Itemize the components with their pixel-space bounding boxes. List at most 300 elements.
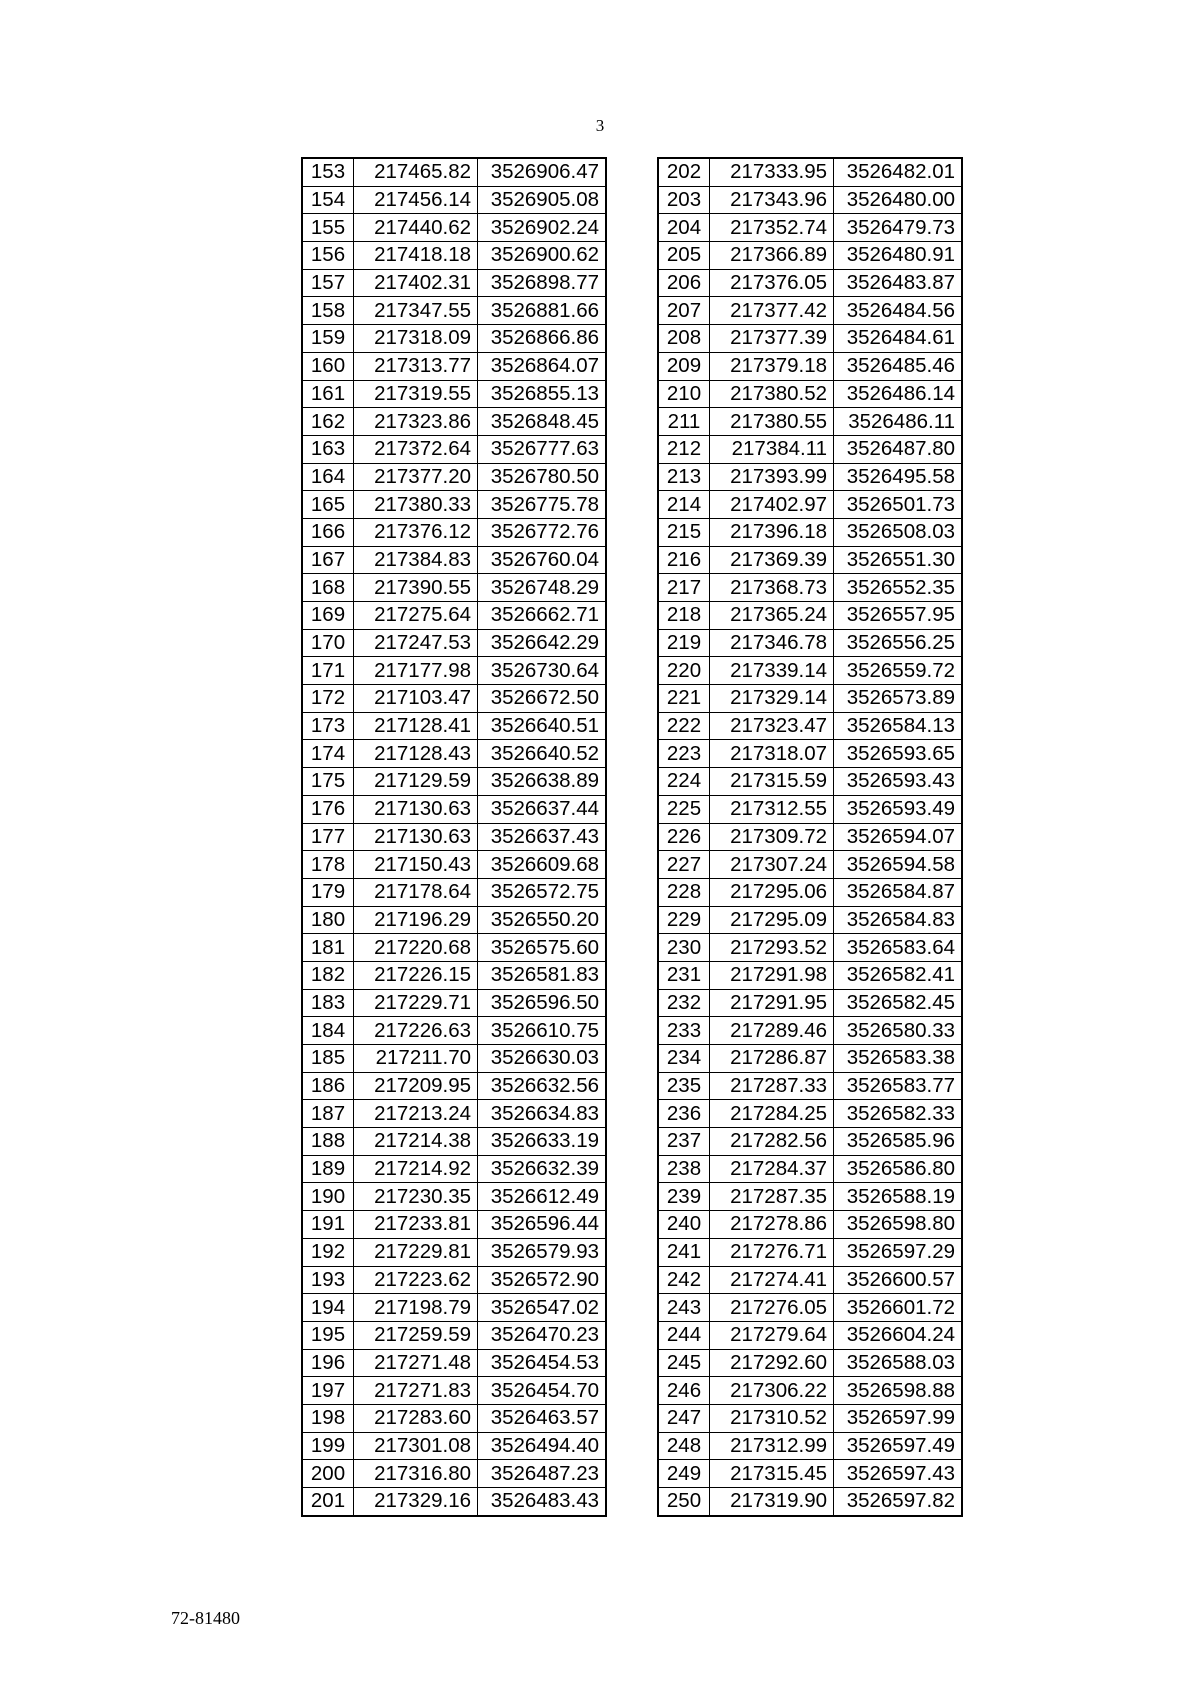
table-row xyxy=(302,602,606,630)
table-body xyxy=(302,158,606,1516)
point-number-cell: 187 xyxy=(302,1100,354,1128)
point-number-cell: 156 xyxy=(302,242,354,270)
point-number-cell: 176 xyxy=(302,795,354,823)
y-coordinate-cell: 3526601.72 xyxy=(834,1294,963,1322)
y-coordinate-cell: 3526604.24 xyxy=(834,1321,963,1349)
point-number-cell: 226 xyxy=(658,823,710,851)
table-row xyxy=(302,768,606,796)
x-coordinate-cell: 217366.89 xyxy=(710,242,834,270)
point-number-cell: 170 xyxy=(302,629,354,657)
y-coordinate-cell: 3526662.71 xyxy=(478,602,607,630)
x-coordinate-cell: 217289.46 xyxy=(710,1017,834,1045)
point-number-cell: 214 xyxy=(658,491,710,519)
x-coordinate-cell: 217271.48 xyxy=(354,1349,478,1377)
point-number-cell: 215 xyxy=(658,518,710,546)
x-coordinate-cell: 217456.14 xyxy=(354,186,478,214)
x-coordinate-cell: 217440.62 xyxy=(354,214,478,242)
point-number-cell: 189 xyxy=(302,1155,354,1183)
table-row xyxy=(302,380,606,408)
x-coordinate-cell: 217315.59 xyxy=(710,768,834,796)
y-coordinate-cell: 3526610.75 xyxy=(478,1017,607,1045)
point-number-cell: 249 xyxy=(658,1460,710,1488)
x-coordinate-cell: 217329.14 xyxy=(710,685,834,713)
y-coordinate-cell: 3526572.90 xyxy=(478,1266,607,1294)
y-coordinate-cell: 3526597.29 xyxy=(834,1238,963,1266)
y-coordinate-cell: 3526487.80 xyxy=(834,435,963,463)
y-coordinate-cell: 3526582.41 xyxy=(834,961,963,989)
y-coordinate-cell: 3526585.96 xyxy=(834,1128,963,1156)
x-coordinate-cell: 217384.83 xyxy=(354,546,478,574)
table-row xyxy=(302,1128,606,1156)
point-number-cell: 245 xyxy=(658,1349,710,1377)
point-number-cell: 218 xyxy=(658,602,710,630)
table-row xyxy=(302,1100,606,1128)
table-row xyxy=(658,1488,962,1516)
x-coordinate-cell: 217396.18 xyxy=(710,518,834,546)
x-coordinate-cell: 217329.16 xyxy=(354,1488,478,1516)
y-coordinate-cell: 3526454.70 xyxy=(478,1377,607,1405)
x-coordinate-cell: 217369.39 xyxy=(710,546,834,574)
x-coordinate-cell: 217377.42 xyxy=(710,297,834,325)
x-coordinate-cell: 217282.56 xyxy=(710,1128,834,1156)
y-coordinate-cell: 3526579.93 xyxy=(478,1238,607,1266)
point-number-cell: 195 xyxy=(302,1321,354,1349)
point-number-cell: 154 xyxy=(302,186,354,214)
x-coordinate-cell: 217377.39 xyxy=(710,325,834,353)
point-number-cell: 206 xyxy=(658,269,710,297)
table-row xyxy=(658,297,962,325)
y-coordinate-cell: 3526596.44 xyxy=(478,1211,607,1239)
x-coordinate-cell: 217276.71 xyxy=(710,1238,834,1266)
table-row xyxy=(302,1294,606,1322)
y-coordinate-cell: 3526547.02 xyxy=(478,1294,607,1322)
point-number-cell: 174 xyxy=(302,740,354,768)
y-coordinate-cell: 3526494.40 xyxy=(478,1432,607,1460)
x-coordinate-cell: 217287.35 xyxy=(710,1183,834,1211)
point-number-cell: 190 xyxy=(302,1183,354,1211)
y-coordinate-cell: 3526454.53 xyxy=(478,1349,607,1377)
point-number-cell: 242 xyxy=(658,1266,710,1294)
point-number-cell: 163 xyxy=(302,435,354,463)
point-number-cell: 240 xyxy=(658,1211,710,1239)
point-number-cell: 186 xyxy=(302,1072,354,1100)
y-coordinate-cell: 3526551.30 xyxy=(834,546,963,574)
y-coordinate-cell: 3526855.13 xyxy=(478,380,607,408)
point-number-cell: 201 xyxy=(302,1488,354,1516)
point-number-cell: 230 xyxy=(658,934,710,962)
point-number-cell: 216 xyxy=(658,546,710,574)
point-number-cell: 217 xyxy=(658,574,710,602)
x-coordinate-cell: 217465.82 xyxy=(354,158,478,186)
point-number-cell: 243 xyxy=(658,1294,710,1322)
y-coordinate-cell: 3526780.50 xyxy=(478,463,607,491)
point-number-cell: 179 xyxy=(302,878,354,906)
x-coordinate-cell: 217368.73 xyxy=(710,574,834,602)
x-coordinate-cell: 217283.60 xyxy=(354,1404,478,1432)
y-coordinate-cell: 3526597.99 xyxy=(834,1404,963,1432)
table-row xyxy=(302,795,606,823)
y-coordinate-cell: 3526775.78 xyxy=(478,491,607,519)
y-coordinate-cell: 3526584.87 xyxy=(834,878,963,906)
table-row xyxy=(302,297,606,325)
table-row xyxy=(658,851,962,879)
table-row xyxy=(658,1377,962,1405)
y-coordinate-cell: 3526593.43 xyxy=(834,768,963,796)
table-row xyxy=(658,1404,962,1432)
table-row xyxy=(658,1432,962,1460)
y-coordinate-cell: 3526582.33 xyxy=(834,1100,963,1128)
x-coordinate-cell: 217315.45 xyxy=(710,1460,834,1488)
x-coordinate-cell: 217286.87 xyxy=(710,1045,834,1073)
x-coordinate-cell: 217271.83 xyxy=(354,1377,478,1405)
x-coordinate-cell: 217274.41 xyxy=(710,1266,834,1294)
table-row xyxy=(658,740,962,768)
x-coordinate-cell: 217130.63 xyxy=(354,795,478,823)
x-coordinate-cell: 217372.64 xyxy=(354,435,478,463)
y-coordinate-cell: 3526583.38 xyxy=(834,1045,963,1073)
y-coordinate-cell: 3526583.64 xyxy=(834,934,963,962)
x-coordinate-cell: 217313.77 xyxy=(354,352,478,380)
point-number-cell: 244 xyxy=(658,1321,710,1349)
table-row xyxy=(302,657,606,685)
x-coordinate-cell: 217292.60 xyxy=(710,1349,834,1377)
y-coordinate-cell: 3526598.80 xyxy=(834,1211,963,1239)
x-coordinate-cell: 217376.05 xyxy=(710,269,834,297)
point-number-cell: 199 xyxy=(302,1432,354,1460)
table-row xyxy=(658,1100,962,1128)
page-number: 3 xyxy=(595,116,605,135)
x-coordinate-cell: 217214.92 xyxy=(354,1155,478,1183)
table-row xyxy=(658,1128,962,1156)
point-number-cell: 172 xyxy=(302,685,354,713)
point-number-cell: 246 xyxy=(658,1377,710,1405)
y-coordinate-cell: 3526582.45 xyxy=(834,989,963,1017)
y-coordinate-cell: 3526640.51 xyxy=(478,712,607,740)
table-row xyxy=(302,242,606,270)
table-row xyxy=(302,1238,606,1266)
x-coordinate-cell: 217380.55 xyxy=(710,408,834,436)
table-row xyxy=(658,1183,962,1211)
y-coordinate-cell: 3526483.43 xyxy=(478,1488,607,1516)
y-coordinate-cell: 3526484.61 xyxy=(834,325,963,353)
point-number-cell: 236 xyxy=(658,1100,710,1128)
point-number-cell: 164 xyxy=(302,463,354,491)
x-coordinate-cell: 217306.22 xyxy=(710,1377,834,1405)
point-number-cell: 184 xyxy=(302,1017,354,1045)
y-coordinate-cell: 3526730.64 xyxy=(478,657,607,685)
y-coordinate-cell: 3526573.89 xyxy=(834,685,963,713)
point-number-cell: 231 xyxy=(658,961,710,989)
x-coordinate-cell: 217379.18 xyxy=(710,352,834,380)
table-row xyxy=(302,214,606,242)
table-row xyxy=(302,352,606,380)
y-coordinate-cell: 3526470.23 xyxy=(478,1321,607,1349)
point-number-cell: 157 xyxy=(302,269,354,297)
x-coordinate-cell: 217346.78 xyxy=(710,629,834,657)
document-code: 72-81480 xyxy=(171,1608,240,1628)
table-row xyxy=(658,158,962,186)
table-row xyxy=(658,1045,962,1073)
table-row xyxy=(658,1238,962,1266)
x-coordinate-cell: 217128.41 xyxy=(354,712,478,740)
y-coordinate-cell: 3526596.50 xyxy=(478,989,607,1017)
point-number-cell: 153 xyxy=(302,158,354,186)
x-coordinate-cell: 217276.05 xyxy=(710,1294,834,1322)
point-number-cell: 250 xyxy=(658,1488,710,1516)
y-coordinate-cell: 3526600.57 xyxy=(834,1266,963,1294)
y-coordinate-cell: 3526588.03 xyxy=(834,1349,963,1377)
point-number-cell: 181 xyxy=(302,934,354,962)
y-coordinate-cell: 3526906.47 xyxy=(478,158,607,186)
x-coordinate-cell: 217343.96 xyxy=(710,186,834,214)
y-coordinate-cell: 3526557.95 xyxy=(834,602,963,630)
point-number-cell: 171 xyxy=(302,657,354,685)
table-row xyxy=(302,1349,606,1377)
y-coordinate-cell: 3526630.03 xyxy=(478,1045,607,1073)
table-row xyxy=(658,629,962,657)
y-coordinate-cell: 3526559.72 xyxy=(834,657,963,685)
table-row xyxy=(658,463,962,491)
point-number-cell: 182 xyxy=(302,961,354,989)
x-coordinate-cell: 217307.24 xyxy=(710,851,834,879)
point-number-cell: 177 xyxy=(302,823,354,851)
table-row xyxy=(302,1155,606,1183)
table-row xyxy=(658,906,962,934)
x-coordinate-cell: 217365.24 xyxy=(710,602,834,630)
point-number-cell: 234 xyxy=(658,1045,710,1073)
table-row xyxy=(302,906,606,934)
x-coordinate-cell: 217295.09 xyxy=(710,906,834,934)
x-coordinate-cell: 217196.29 xyxy=(354,906,478,934)
y-coordinate-cell: 3526748.29 xyxy=(478,574,607,602)
point-number-cell: 197 xyxy=(302,1377,354,1405)
x-coordinate-cell: 217214.38 xyxy=(354,1128,478,1156)
x-coordinate-cell: 217129.59 xyxy=(354,768,478,796)
x-coordinate-cell: 217402.31 xyxy=(354,269,478,297)
table-row xyxy=(658,325,962,353)
y-coordinate-cell: 3526881.66 xyxy=(478,297,607,325)
x-coordinate-cell: 217312.99 xyxy=(710,1432,834,1460)
x-coordinate-cell: 217211.70 xyxy=(354,1045,478,1073)
table-row xyxy=(302,1488,606,1516)
point-number-cell: 221 xyxy=(658,685,710,713)
point-number-cell: 241 xyxy=(658,1238,710,1266)
y-coordinate-cell: 3526598.88 xyxy=(834,1377,963,1405)
point-number-cell: 202 xyxy=(658,158,710,186)
table-row xyxy=(302,158,606,186)
point-number-cell: 223 xyxy=(658,740,710,768)
table-row xyxy=(302,1266,606,1294)
x-coordinate-cell: 217318.09 xyxy=(354,325,478,353)
y-coordinate-cell: 3526632.39 xyxy=(478,1155,607,1183)
x-coordinate-cell: 217339.14 xyxy=(710,657,834,685)
table-row xyxy=(658,1321,962,1349)
table-row xyxy=(302,1377,606,1405)
x-coordinate-cell: 217301.08 xyxy=(354,1432,478,1460)
y-coordinate-cell: 3526597.49 xyxy=(834,1432,963,1460)
point-number-cell: 213 xyxy=(658,463,710,491)
y-coordinate-cell: 3526637.44 xyxy=(478,795,607,823)
y-coordinate-cell: 3526772.76 xyxy=(478,518,607,546)
point-number-cell: 191 xyxy=(302,1211,354,1239)
point-number-cell: 165 xyxy=(302,491,354,519)
y-coordinate-cell: 3526501.73 xyxy=(834,491,963,519)
table-row xyxy=(658,795,962,823)
y-coordinate-cell: 3526672.50 xyxy=(478,685,607,713)
point-number-cell: 212 xyxy=(658,435,710,463)
x-coordinate-cell: 217103.47 xyxy=(354,685,478,713)
y-coordinate-cell: 3526905.08 xyxy=(478,186,607,214)
y-coordinate-cell: 3526777.63 xyxy=(478,435,607,463)
point-number-cell: 160 xyxy=(302,352,354,380)
table-row xyxy=(658,1017,962,1045)
x-coordinate-cell: 217229.71 xyxy=(354,989,478,1017)
point-number-cell: 173 xyxy=(302,712,354,740)
point-number-cell: 168 xyxy=(302,574,354,602)
x-coordinate-cell: 217333.95 xyxy=(710,158,834,186)
y-coordinate-cell: 3526900.62 xyxy=(478,242,607,270)
x-coordinate-cell: 217284.37 xyxy=(710,1155,834,1183)
table-row xyxy=(658,1072,962,1100)
table-row xyxy=(658,961,962,989)
table-row xyxy=(658,685,962,713)
table-row xyxy=(302,685,606,713)
point-number-cell: 228 xyxy=(658,878,710,906)
y-coordinate-cell: 3526480.00 xyxy=(834,186,963,214)
x-coordinate-cell: 217377.20 xyxy=(354,463,478,491)
point-number-cell: 225 xyxy=(658,795,710,823)
table-row xyxy=(302,989,606,1017)
x-coordinate-cell: 217393.99 xyxy=(710,463,834,491)
x-coordinate-cell: 217130.63 xyxy=(354,823,478,851)
x-coordinate-cell: 217247.53 xyxy=(354,629,478,657)
point-number-cell: 198 xyxy=(302,1404,354,1432)
x-coordinate-cell: 217279.64 xyxy=(710,1321,834,1349)
table-row xyxy=(302,269,606,297)
y-coordinate-cell: 3526556.25 xyxy=(834,629,963,657)
x-coordinate-cell: 217287.33 xyxy=(710,1072,834,1100)
point-number-cell: 185 xyxy=(302,1045,354,1073)
point-number-cell: 247 xyxy=(658,1404,710,1432)
point-number-cell: 196 xyxy=(302,1349,354,1377)
point-number-cell: 232 xyxy=(658,989,710,1017)
y-coordinate-cell: 3526463.57 xyxy=(478,1404,607,1432)
x-coordinate-cell: 217312.55 xyxy=(710,795,834,823)
table-row xyxy=(302,325,606,353)
point-number-cell: 193 xyxy=(302,1266,354,1294)
x-coordinate-cell: 217209.95 xyxy=(354,1072,478,1100)
y-coordinate-cell: 3526586.80 xyxy=(834,1155,963,1183)
y-coordinate-cell: 3526479.73 xyxy=(834,214,963,242)
x-coordinate-cell: 217295.06 xyxy=(710,878,834,906)
x-coordinate-cell: 217233.81 xyxy=(354,1211,478,1239)
y-coordinate-cell: 3526495.58 xyxy=(834,463,963,491)
table-row xyxy=(658,242,962,270)
y-coordinate-cell: 3526572.75 xyxy=(478,878,607,906)
table-row xyxy=(302,408,606,436)
x-coordinate-cell: 217229.81 xyxy=(354,1238,478,1266)
y-coordinate-cell: 3526482.01 xyxy=(834,158,963,186)
y-coordinate-cell: 3526480.91 xyxy=(834,242,963,270)
point-number-cell: 169 xyxy=(302,602,354,630)
table-row xyxy=(302,851,606,879)
table-row xyxy=(658,1460,962,1488)
x-coordinate-cell: 217226.63 xyxy=(354,1017,478,1045)
x-coordinate-cell: 217291.98 xyxy=(710,961,834,989)
y-coordinate-cell: 3526609.68 xyxy=(478,851,607,879)
point-number-cell: 178 xyxy=(302,851,354,879)
y-coordinate-cell: 3526584.13 xyxy=(834,712,963,740)
point-number-cell: 239 xyxy=(658,1183,710,1211)
x-coordinate-cell: 217380.33 xyxy=(354,491,478,519)
table-row xyxy=(302,435,606,463)
y-coordinate-cell: 3526864.07 xyxy=(478,352,607,380)
point-number-cell: 175 xyxy=(302,768,354,796)
point-number-cell: 183 xyxy=(302,989,354,1017)
point-number-cell: 238 xyxy=(658,1155,710,1183)
x-coordinate-cell: 217384.11 xyxy=(710,435,834,463)
table-row xyxy=(302,712,606,740)
table-row xyxy=(658,1211,962,1239)
point-number-cell: 219 xyxy=(658,629,710,657)
table-row xyxy=(658,491,962,519)
point-number-cell: 222 xyxy=(658,712,710,740)
coordinate-table-left xyxy=(301,157,607,1517)
y-coordinate-cell: 3526760.04 xyxy=(478,546,607,574)
table-row xyxy=(658,878,962,906)
y-coordinate-cell: 3526633.19 xyxy=(478,1128,607,1156)
table-row xyxy=(302,961,606,989)
y-coordinate-cell: 3526583.77 xyxy=(834,1072,963,1100)
point-number-cell: 208 xyxy=(658,325,710,353)
point-number-cell: 233 xyxy=(658,1017,710,1045)
y-coordinate-cell: 3526638.89 xyxy=(478,768,607,796)
table-row xyxy=(658,602,962,630)
table-row xyxy=(302,934,606,962)
point-number-cell: 237 xyxy=(658,1128,710,1156)
x-coordinate-cell: 217150.43 xyxy=(354,851,478,879)
table-row xyxy=(302,1460,606,1488)
point-number-cell: 248 xyxy=(658,1432,710,1460)
table-row xyxy=(658,186,962,214)
x-coordinate-cell: 217309.72 xyxy=(710,823,834,851)
table-row xyxy=(302,1432,606,1460)
table-row xyxy=(302,629,606,657)
y-coordinate-cell: 3526632.56 xyxy=(478,1072,607,1100)
table-row xyxy=(302,546,606,574)
table-row xyxy=(302,1017,606,1045)
x-coordinate-cell: 217293.52 xyxy=(710,934,834,962)
table-row xyxy=(302,878,606,906)
point-number-cell: 235 xyxy=(658,1072,710,1100)
x-coordinate-cell: 217177.98 xyxy=(354,657,478,685)
table-row xyxy=(658,1155,962,1183)
table-row xyxy=(302,1183,606,1211)
x-coordinate-cell: 217316.80 xyxy=(354,1460,478,1488)
y-coordinate-cell: 3526866.86 xyxy=(478,325,607,353)
x-coordinate-cell: 217230.35 xyxy=(354,1183,478,1211)
x-coordinate-cell: 217347.55 xyxy=(354,297,478,325)
y-coordinate-cell: 3526597.82 xyxy=(834,1488,963,1516)
y-coordinate-cell: 3526594.58 xyxy=(834,851,963,879)
y-coordinate-cell: 3526487.23 xyxy=(478,1460,607,1488)
y-coordinate-cell: 3526580.33 xyxy=(834,1017,963,1045)
point-number-cell: 209 xyxy=(658,352,710,380)
y-coordinate-cell: 3526640.52 xyxy=(478,740,607,768)
point-number-cell: 167 xyxy=(302,546,354,574)
x-coordinate-cell: 217213.24 xyxy=(354,1100,478,1128)
point-number-cell: 207 xyxy=(658,297,710,325)
